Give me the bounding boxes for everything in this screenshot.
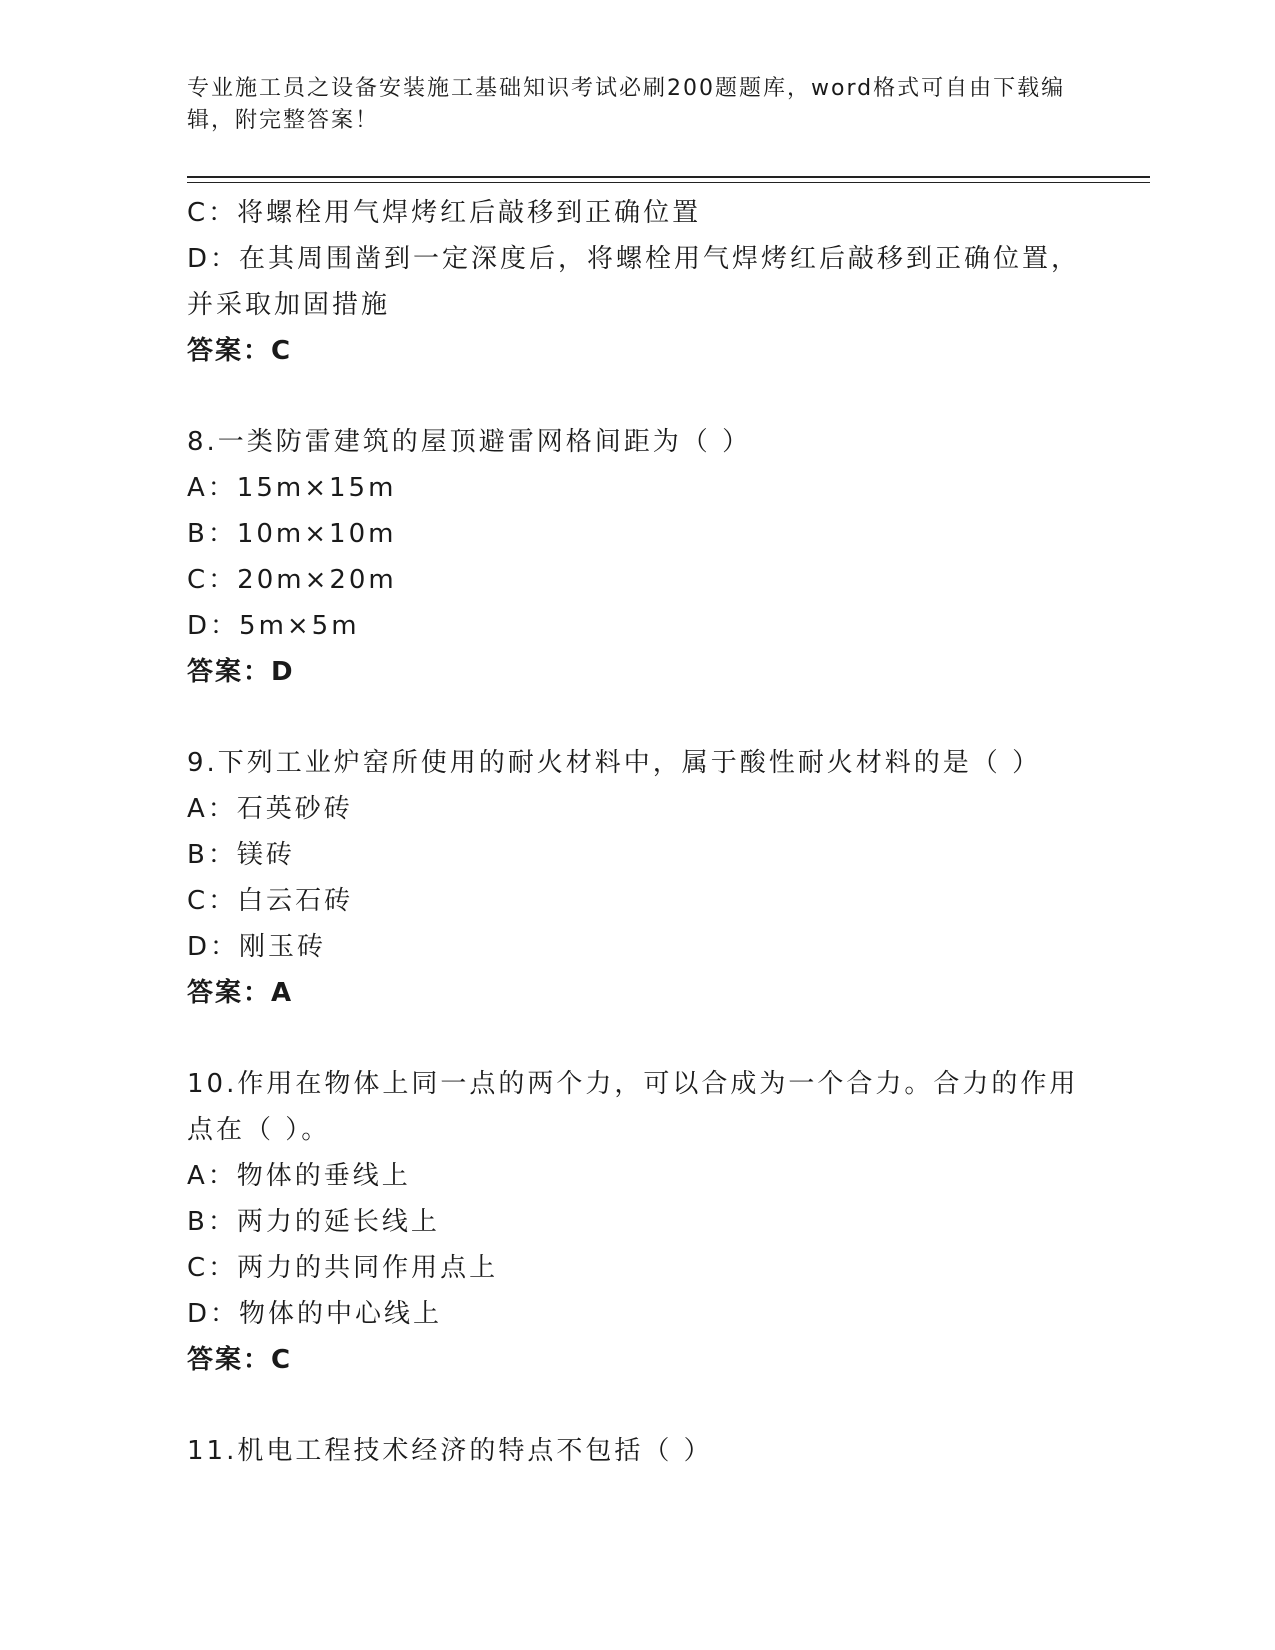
option-b: B：10m×10m xyxy=(187,519,397,549)
header-divider-thin xyxy=(187,182,1150,183)
option-c: C：20m×20m xyxy=(187,565,397,595)
document-body xyxy=(187,190,1107,1474)
prev-option-d: D：在其周围凿到一定深度后，将螺栓用气焊烤红后敲移到正确位置，并采取加固措施 xyxy=(187,244,1081,320)
question-10 xyxy=(187,1061,1107,1383)
answer: 答案：C xyxy=(187,1345,293,1375)
option-a: A：15m×15m xyxy=(187,473,397,503)
spacer xyxy=(187,1016,1107,1061)
option-b: B：两力的延长线上 xyxy=(187,1207,440,1237)
question-title: 11.机电工程技术经济的特点不包括（ ） xyxy=(187,1436,713,1466)
question-11 xyxy=(187,1428,1107,1474)
option-d: D：5m×5m xyxy=(187,611,360,641)
document-header: 专业施工员之设备安装施工基础知识考试必刷200题题库，word格式可自由下载编辑，附完整答案！ xyxy=(187,76,1066,133)
question-title: 8.一类防雷建筑的屋顶避雷网格间距为（ ） xyxy=(187,427,752,457)
option-a: A：物体的垂线上 xyxy=(187,1161,411,1191)
spacer xyxy=(187,1383,1107,1428)
question-9 xyxy=(187,740,1107,1016)
option-d: D：刚玉砖 xyxy=(187,932,327,962)
option-d: D：物体的中心线上 xyxy=(187,1299,443,1329)
question-title: 10.作用在物体上同一点的两个力，可以合成为一个合力。合力的作用点在（ ）。 xyxy=(187,1069,1079,1145)
answer: 答案：A xyxy=(187,978,294,1008)
spacer xyxy=(187,374,1107,419)
header-divider-thick xyxy=(187,176,1150,178)
question-8 xyxy=(187,419,1107,695)
option-c: C：白云石砖 xyxy=(187,886,354,916)
prev-option-c: C：将螺栓用气焊烤红后敲移到正确位置 xyxy=(187,198,702,228)
answer: 答案：D xyxy=(187,657,295,687)
spacer xyxy=(187,695,1107,740)
option-c: C：两力的共同作用点上 xyxy=(187,1253,499,1283)
option-b: B：镁砖 xyxy=(187,840,295,870)
option-a: A：石英砂砖 xyxy=(187,794,353,824)
prev-answer: 答案：C xyxy=(187,336,293,366)
question-title: 9.下列工业炉窑所使用的耐火材料中，属于酸性耐火材料的是（ ） xyxy=(187,748,1042,778)
